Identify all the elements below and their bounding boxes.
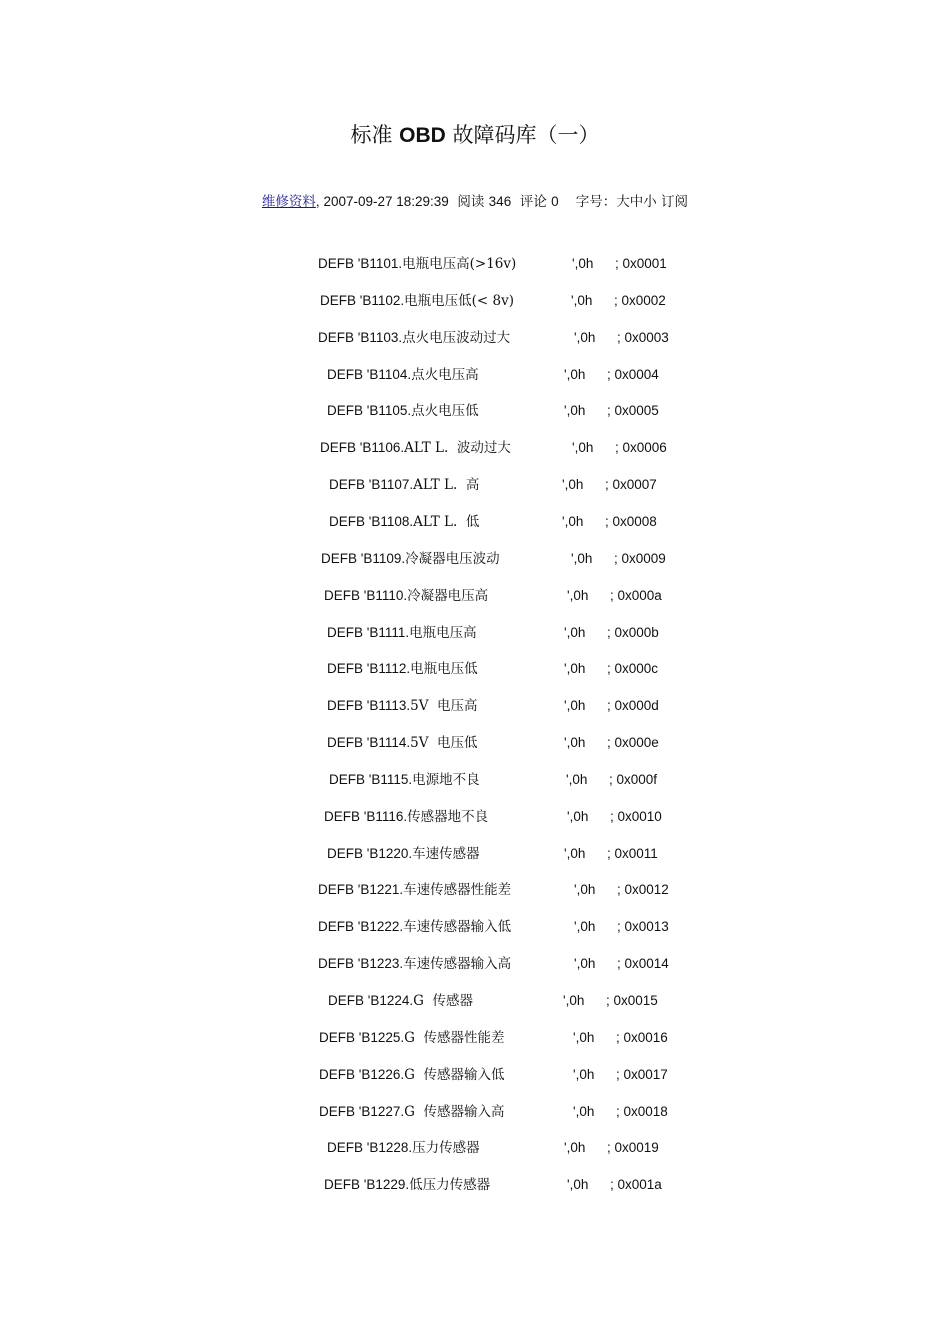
comments-label: 评论 xyxy=(511,194,552,210)
code-hex: ; 0x0018 xyxy=(616,1103,668,1119)
code-name: DEFB 'B1228.压力传感器 xyxy=(327,1140,480,1157)
code-name: DEFB 'B1108.ALT L. 低 xyxy=(329,513,480,530)
code-hex: ; 0x0002 xyxy=(614,292,666,308)
code-name: DEFB 'B1220.车速传感器 xyxy=(327,845,480,862)
page-title xyxy=(0,120,950,151)
code-name: DEFB 'B1104.点火电压高 xyxy=(327,366,479,383)
code-name: DEFB 'B1103.点火电压波动过大 xyxy=(318,329,511,346)
code-hex: ; 0x0015 xyxy=(606,993,658,1008)
code-suffix: ',0h xyxy=(573,1029,595,1045)
code-hex: ; 0x0012 xyxy=(617,882,669,898)
code-row xyxy=(0,1101,950,1123)
code-hex: ; 0x0014 xyxy=(617,956,669,972)
code-row xyxy=(0,327,950,349)
code-row xyxy=(0,400,950,422)
code-row xyxy=(0,585,950,607)
subscribe-link[interactable]: 订阅 xyxy=(656,194,689,210)
code-row xyxy=(0,1174,950,1196)
category-link[interactable]: 维修资料 xyxy=(261,194,316,210)
code-hex: ; 0x000f xyxy=(609,771,658,787)
code-suffix: ',0h xyxy=(574,956,596,972)
code-row xyxy=(0,474,950,496)
code-suffix: ',0h xyxy=(562,477,584,493)
code-hex: ; 0x000a xyxy=(610,587,662,603)
code-name: DEFB 'B1116.传感器地不良 xyxy=(324,808,489,825)
code-row xyxy=(0,953,950,975)
code-name: DEFB 'B1102.电瓶电压低(< 8v) xyxy=(320,292,514,309)
code-name: DEFB 'B1109.冷凝器电压波动 xyxy=(321,550,500,567)
code-row xyxy=(0,916,950,938)
code-suffix: ',0h xyxy=(564,1140,586,1156)
code-suffix: ',0h xyxy=(574,329,596,345)
code-name: DEFB 'B1101.电瓶电压高(>16v) xyxy=(318,256,517,272)
code-hex: ; 0x0019 xyxy=(607,1140,659,1156)
reads-count: 346 xyxy=(488,194,512,209)
code-row xyxy=(0,437,950,459)
code-hex: ; 0x0016 xyxy=(616,1029,668,1045)
code-hex: ; 0x000b xyxy=(607,624,659,640)
code-name: DEFB 'B1113.5V 电压高 xyxy=(327,698,478,715)
code-suffix: ',0h xyxy=(572,440,594,456)
code-hex: ; 0x0013 xyxy=(617,919,669,935)
code-name: DEFB 'B1223.车速传感器输入高 xyxy=(318,956,512,973)
code-suffix: ',0h xyxy=(564,661,586,677)
code-suffix: ',0h xyxy=(564,366,586,382)
code-name: DEFB 'B1222.车速传感器输入低 xyxy=(318,919,512,936)
reads-label: 阅读 xyxy=(448,194,489,210)
comments-count: 0 xyxy=(551,194,559,209)
code-row xyxy=(0,622,950,644)
code-row xyxy=(0,990,950,1012)
code-row xyxy=(0,253,950,275)
code-row xyxy=(0,658,950,680)
code-hex: ; 0x0017 xyxy=(616,1066,668,1082)
code-name: DEFB 'B1111.电瓶电压高 xyxy=(327,624,477,641)
code-row xyxy=(0,364,950,386)
code-hex: ; 0x0005 xyxy=(607,403,659,419)
code-suffix: ',0h xyxy=(564,845,586,861)
code-row xyxy=(0,879,950,901)
code-row xyxy=(0,732,950,754)
font-size-options[interactable]: 大中小 xyxy=(616,194,657,210)
code-row xyxy=(0,695,950,717)
code-hex: ; 0x0006 xyxy=(615,440,667,456)
code-suffix: ',0h xyxy=(574,882,596,898)
code-suffix: ',0h xyxy=(563,993,585,1008)
code-name: DEFB 'B1107.ALT L. 高 xyxy=(329,477,480,494)
code-name: DEFB 'B1106.ALT L. 波动过大 xyxy=(320,440,511,457)
code-row xyxy=(0,548,950,570)
code-suffix: ',0h xyxy=(573,1103,595,1119)
meta-separator: , xyxy=(315,194,320,209)
code-hex: ; 0x0003 xyxy=(617,329,669,345)
code-name: DEFB 'B1114.5V 电压低 xyxy=(327,735,478,752)
font-size-label: 字号： xyxy=(558,194,617,210)
code-hex: ; 0x0007 xyxy=(605,477,657,493)
code-name: DEFB 'B1227.G 传感器输入高 xyxy=(319,1103,505,1120)
code-hex: ; 0x0009 xyxy=(614,550,666,566)
code-name: DEFB 'B1110.冷凝器电压高 xyxy=(324,587,489,604)
code-hex: ; 0x000e xyxy=(607,735,659,751)
code-hex: ; 0x000c xyxy=(607,661,659,677)
code-hex: ; 0x000d xyxy=(607,698,659,714)
code-hex: ; 0x001a xyxy=(610,1177,662,1193)
code-name: DEFB 'B1221.车速传感器性能差 xyxy=(318,882,512,899)
code-suffix: ',0h xyxy=(572,256,594,271)
code-suffix: ',0h xyxy=(566,771,588,787)
code-hex: ; 0x0008 xyxy=(605,513,657,529)
code-name: DEFB 'B1105.点火电压低 xyxy=(327,403,479,420)
code-suffix: ',0h xyxy=(562,513,584,529)
code-suffix: ',0h xyxy=(567,1177,589,1193)
code-suffix: ',0h xyxy=(564,403,586,419)
code-row xyxy=(0,806,950,828)
code-row xyxy=(0,511,950,533)
code-suffix: ',0h xyxy=(571,292,593,308)
title-suffix: 故障码库（一） xyxy=(445,123,600,147)
code-hex: ; 0x0011 xyxy=(607,845,658,861)
code-row xyxy=(0,843,950,865)
code-row xyxy=(0,769,950,791)
title-obd: OBD xyxy=(399,124,446,147)
code-row xyxy=(0,290,950,312)
code-name: DEFB 'B1226.G 传感器输入低 xyxy=(319,1066,505,1083)
code-row xyxy=(0,1064,950,1086)
code-suffix: ',0h xyxy=(564,735,586,751)
code-suffix: ',0h xyxy=(564,624,586,640)
code-hex: ; 0x0010 xyxy=(610,808,662,824)
code-suffix: ',0h xyxy=(571,550,593,566)
code-suffix: ',0h xyxy=(574,919,596,935)
code-name: DEFB 'B1225.G 传感器性能差 xyxy=(319,1029,505,1046)
code-suffix: ',0h xyxy=(564,698,586,714)
code-suffix: ',0h xyxy=(567,587,589,603)
code-suffix: ',0h xyxy=(573,1066,595,1082)
code-row xyxy=(0,1137,950,1159)
code-name: DEFB 'B1115.电源地不良 xyxy=(329,771,480,788)
post-meta xyxy=(0,192,950,212)
title-prefix: 标准 xyxy=(350,123,400,147)
code-suffix: ',0h xyxy=(567,808,589,824)
code-name: DEFB 'B1229.低压力传感器 xyxy=(324,1177,491,1194)
code-name: DEFB 'B1112.电瓶电压低 xyxy=(327,661,478,678)
code-hex: ; 0x0004 xyxy=(607,366,659,382)
code-name: DEFB 'B1224.G 传感器 xyxy=(328,993,473,1009)
code-row xyxy=(0,1027,950,1049)
code-hex: ; 0x0001 xyxy=(615,256,667,271)
post-datetime: 2007-09-27 18:29:39 xyxy=(319,194,449,209)
